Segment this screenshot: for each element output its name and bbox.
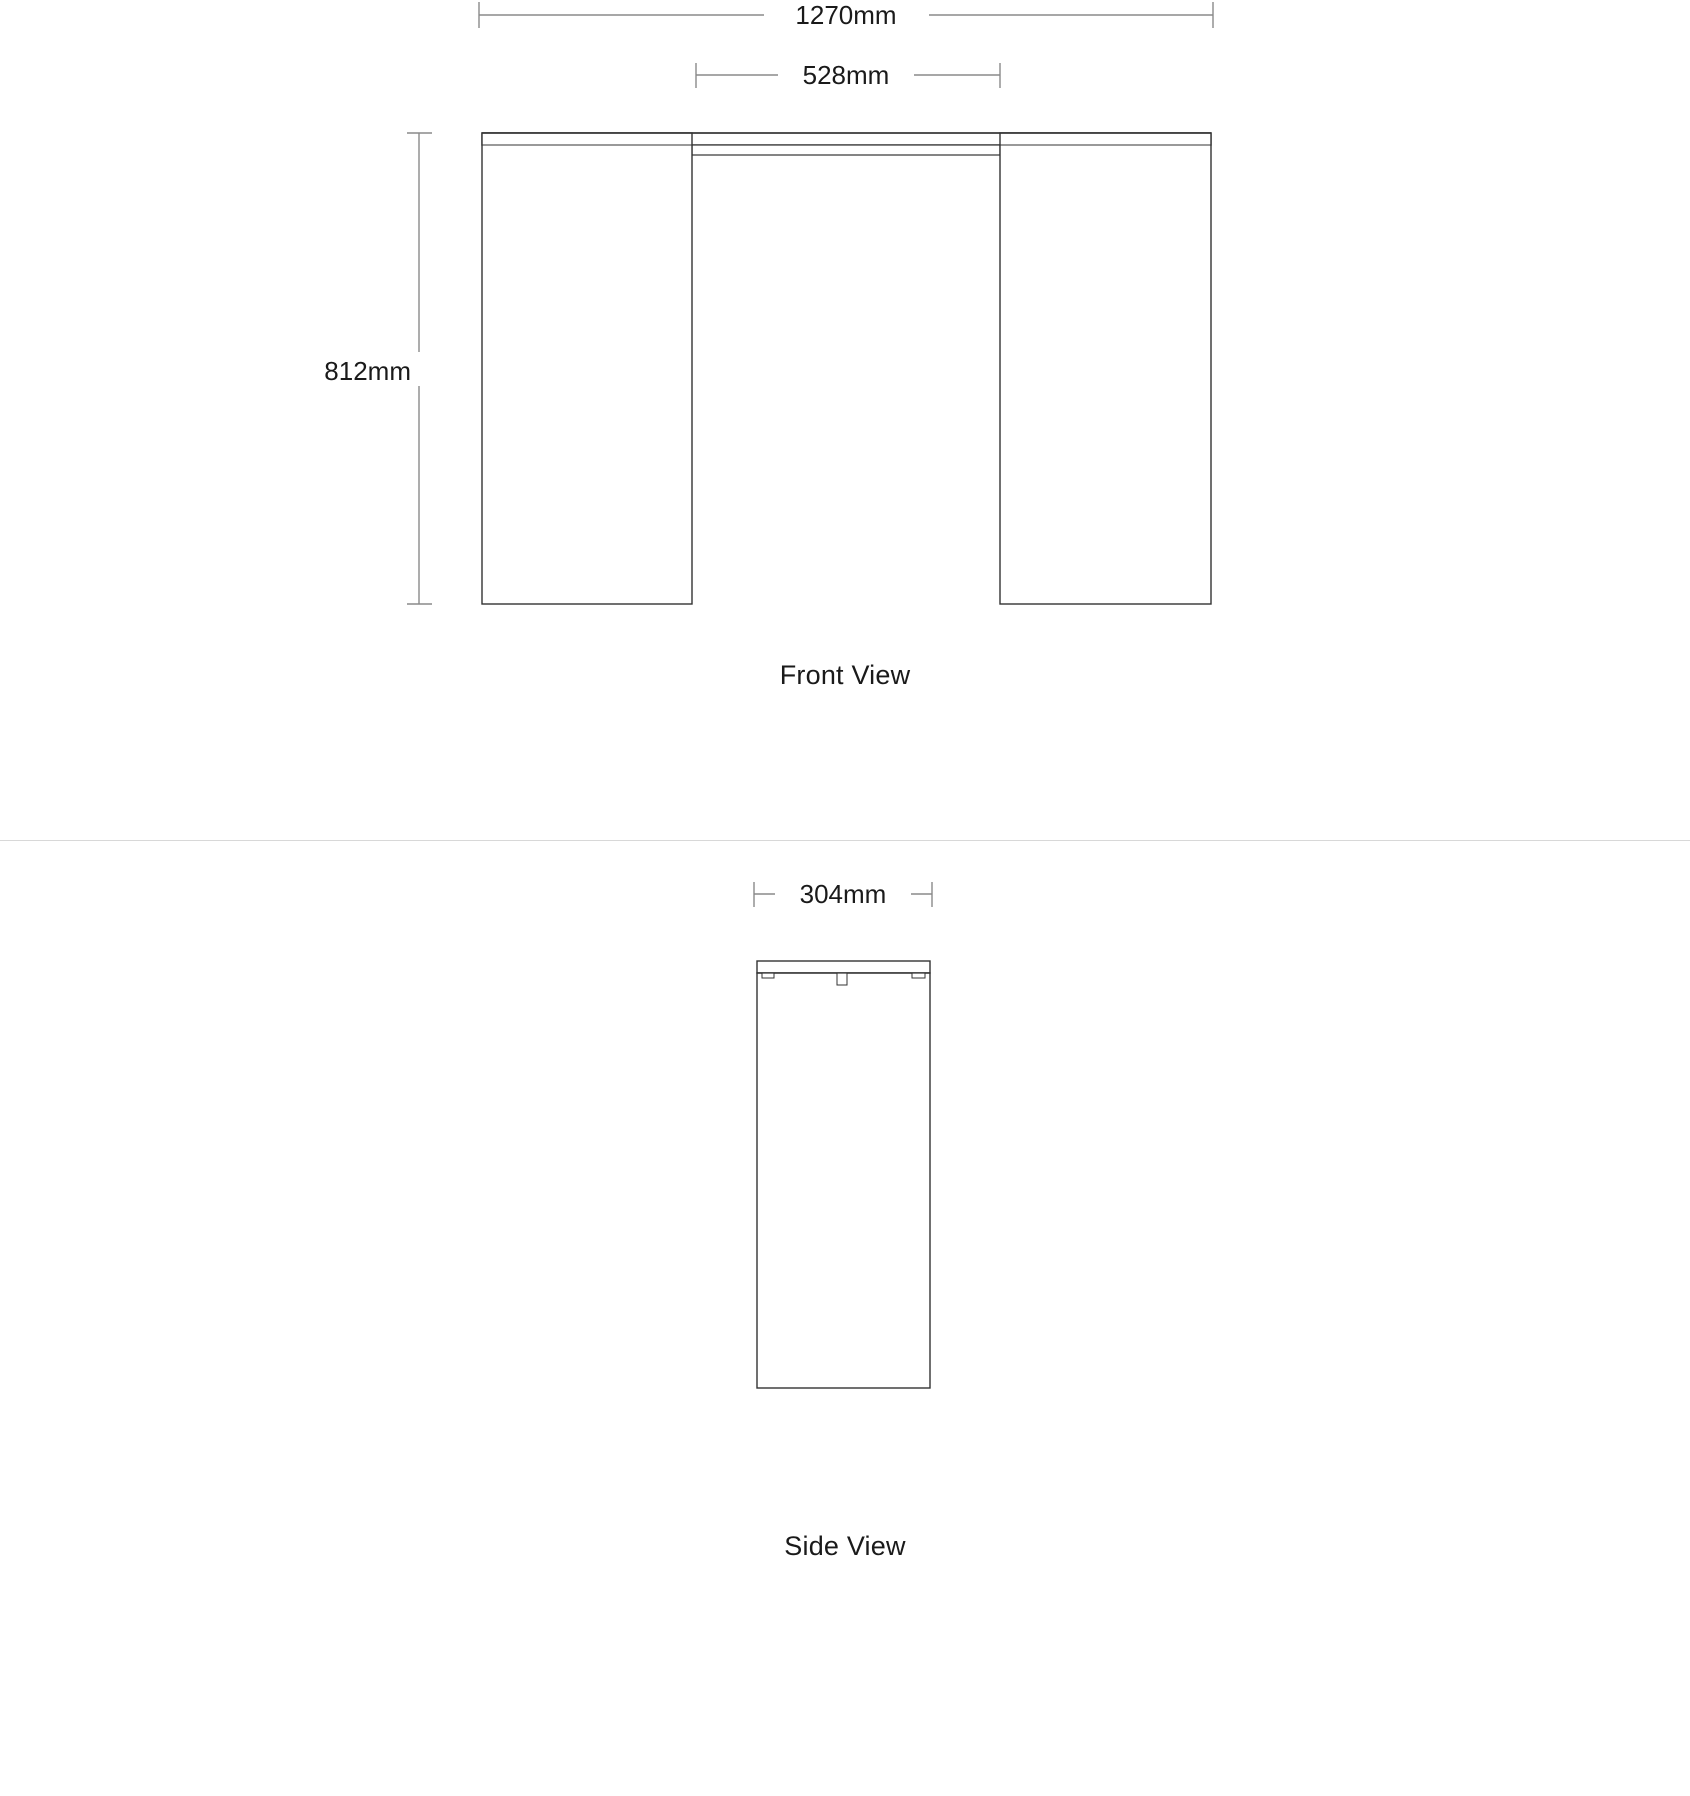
front-view-panel bbox=[0, 0, 1690, 840]
side-view-drawing bbox=[0, 841, 1690, 1621]
dimension-label-overall-height: 812mm bbox=[324, 356, 411, 386]
side-elevation-outline bbox=[757, 961, 930, 1388]
side-view-caption: Side View bbox=[784, 1531, 906, 1561]
side-view-panel bbox=[0, 841, 1690, 1796]
front-elevation-outline bbox=[482, 133, 1211, 604]
dimension-overall-depth bbox=[754, 879, 932, 909]
dimension-label-opening-width: 528mm bbox=[802, 60, 890, 90]
dimension-opening-width bbox=[696, 60, 1000, 90]
dimension-overall-width bbox=[479, 0, 1213, 30]
dimension-label-overall-depth: 304mm bbox=[799, 879, 887, 909]
dimension-label-overall-width: 1270mm bbox=[795, 0, 897, 30]
front-view-drawing bbox=[0, 0, 1690, 760]
dimension-overall-height bbox=[324, 133, 432, 604]
front-view-caption: Front View bbox=[779, 660, 911, 690]
